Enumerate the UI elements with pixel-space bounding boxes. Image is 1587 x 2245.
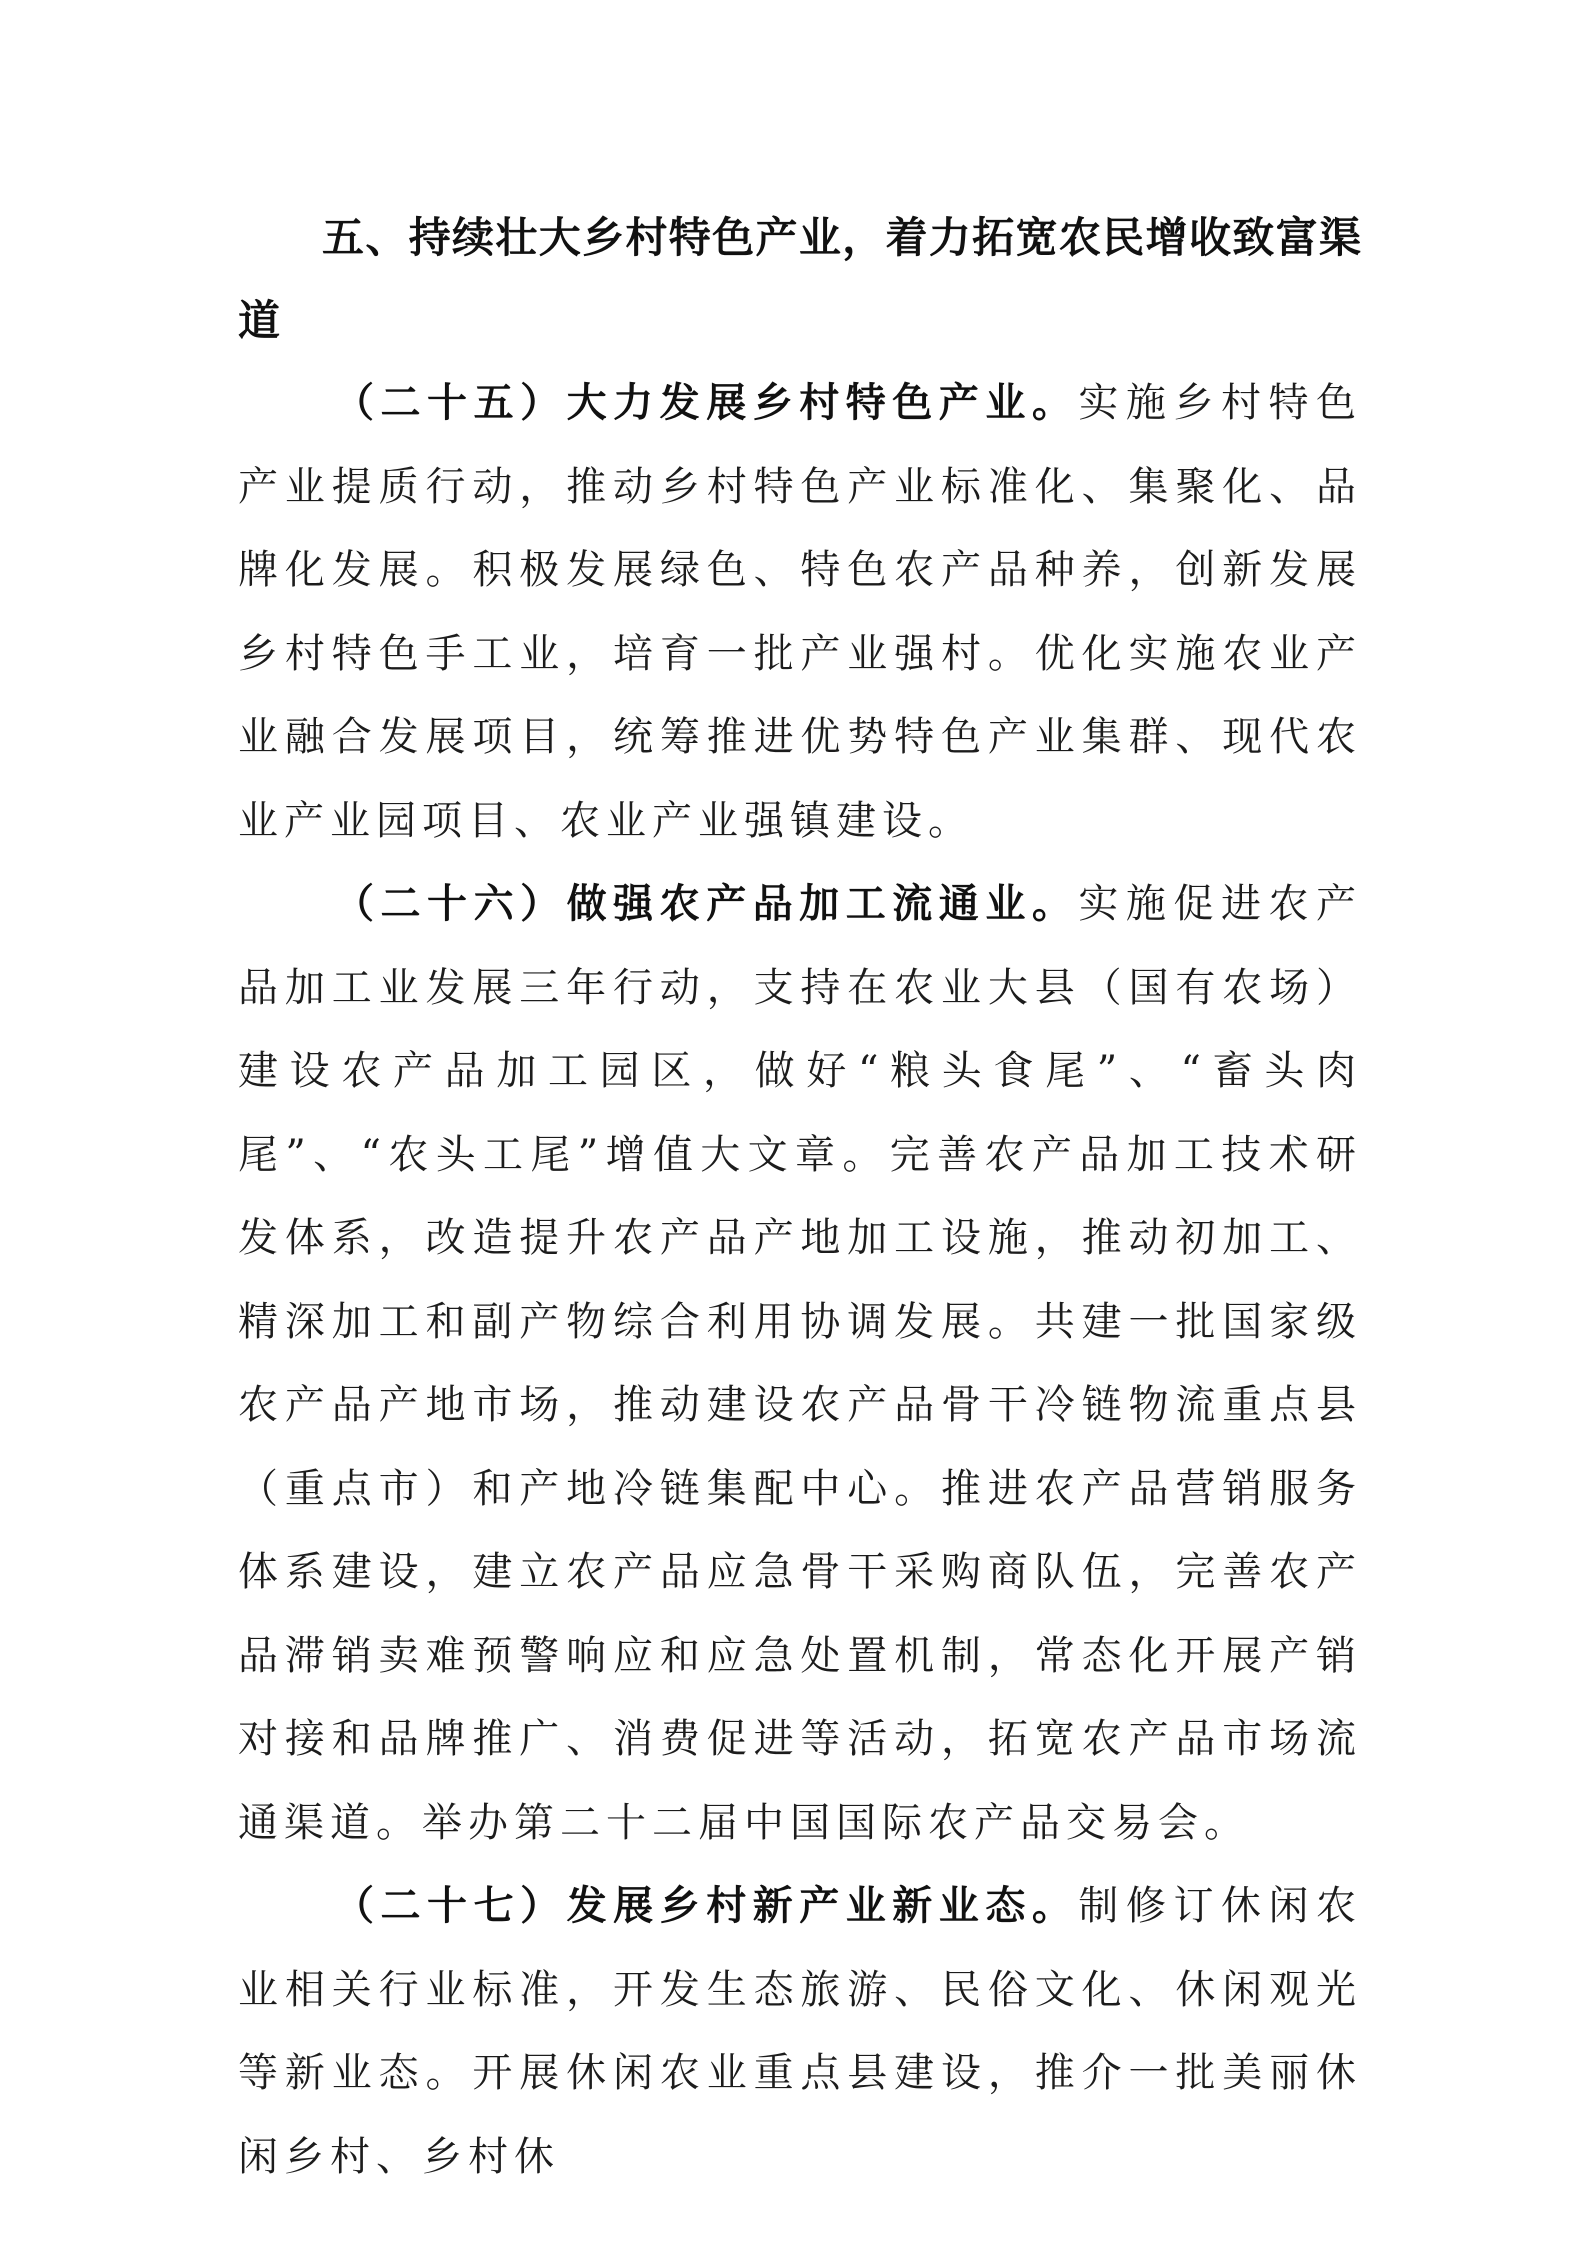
paragraph-26 — [238, 863, 1362, 1865]
document-body — [238, 196, 1362, 2199]
paragraph-26-lead: （二十六）做强农产品加工流通业。 — [334, 881, 1079, 927]
paragraph-27 — [238, 1865, 1362, 2199]
paragraph-25-lead: （二十五）大力发展乡村特色产业。 — [334, 380, 1079, 426]
paragraph-26-body: 实施促进农产品加工业发展三年行动，支持在农业大县（国有农场）建设农产品加工园区，做好“粮头食尾”、“畜头肉尾”、“农头工尾”增值大文章。完善农产品加工技术研发体系，改造提升农产品产地加工设施，推动初加工、精深加工和副产物综合利用协调发展。共建一批国家级农产品产地市场，推动建设农产品骨干冷链物流重点县（重点市）和产地冷链集配中心。推进农产品营销服务体系建设，建立农产品应急骨干采购商队伍，完善农产品滞销卖难预警响应和应急处置机制，常态化开展产销对接和品牌推广、消费促进等活动，拓宽农产品市场流通渠道。举办第二十二届中国国际农产品交易会。 — [238, 881, 1363, 1846]
paragraph-27-body: 制修订休闲农业相关行业标准，开发生态旅游、民俗文化、休闲观光等新业态。开展休闲农业重点县建设，推介一批美丽休闲乡村、乡村休 — [238, 1883, 1363, 2180]
paragraph-27-lead: （二十七）发展乡村新产业新业态。 — [334, 1883, 1079, 1929]
paragraph-25-body: 实施乡村特色产业提质行动，推动乡村特色产业标准化、集聚化、品牌化发展。积极发展绿色、特色农产品种养，创新发展乡村特色手工业，培育一批产业强村。优化实施农业产业融合发展项目，统筹推进优势特色产业集群、现代农业产业园项目、农业产业强镇建设。 — [238, 380, 1363, 844]
section-heading: 五、持续壮大乡村特色产业，着力拓宽农民增收致富渠道 — [238, 213, 1362, 345]
paragraph-25 — [238, 362, 1362, 863]
